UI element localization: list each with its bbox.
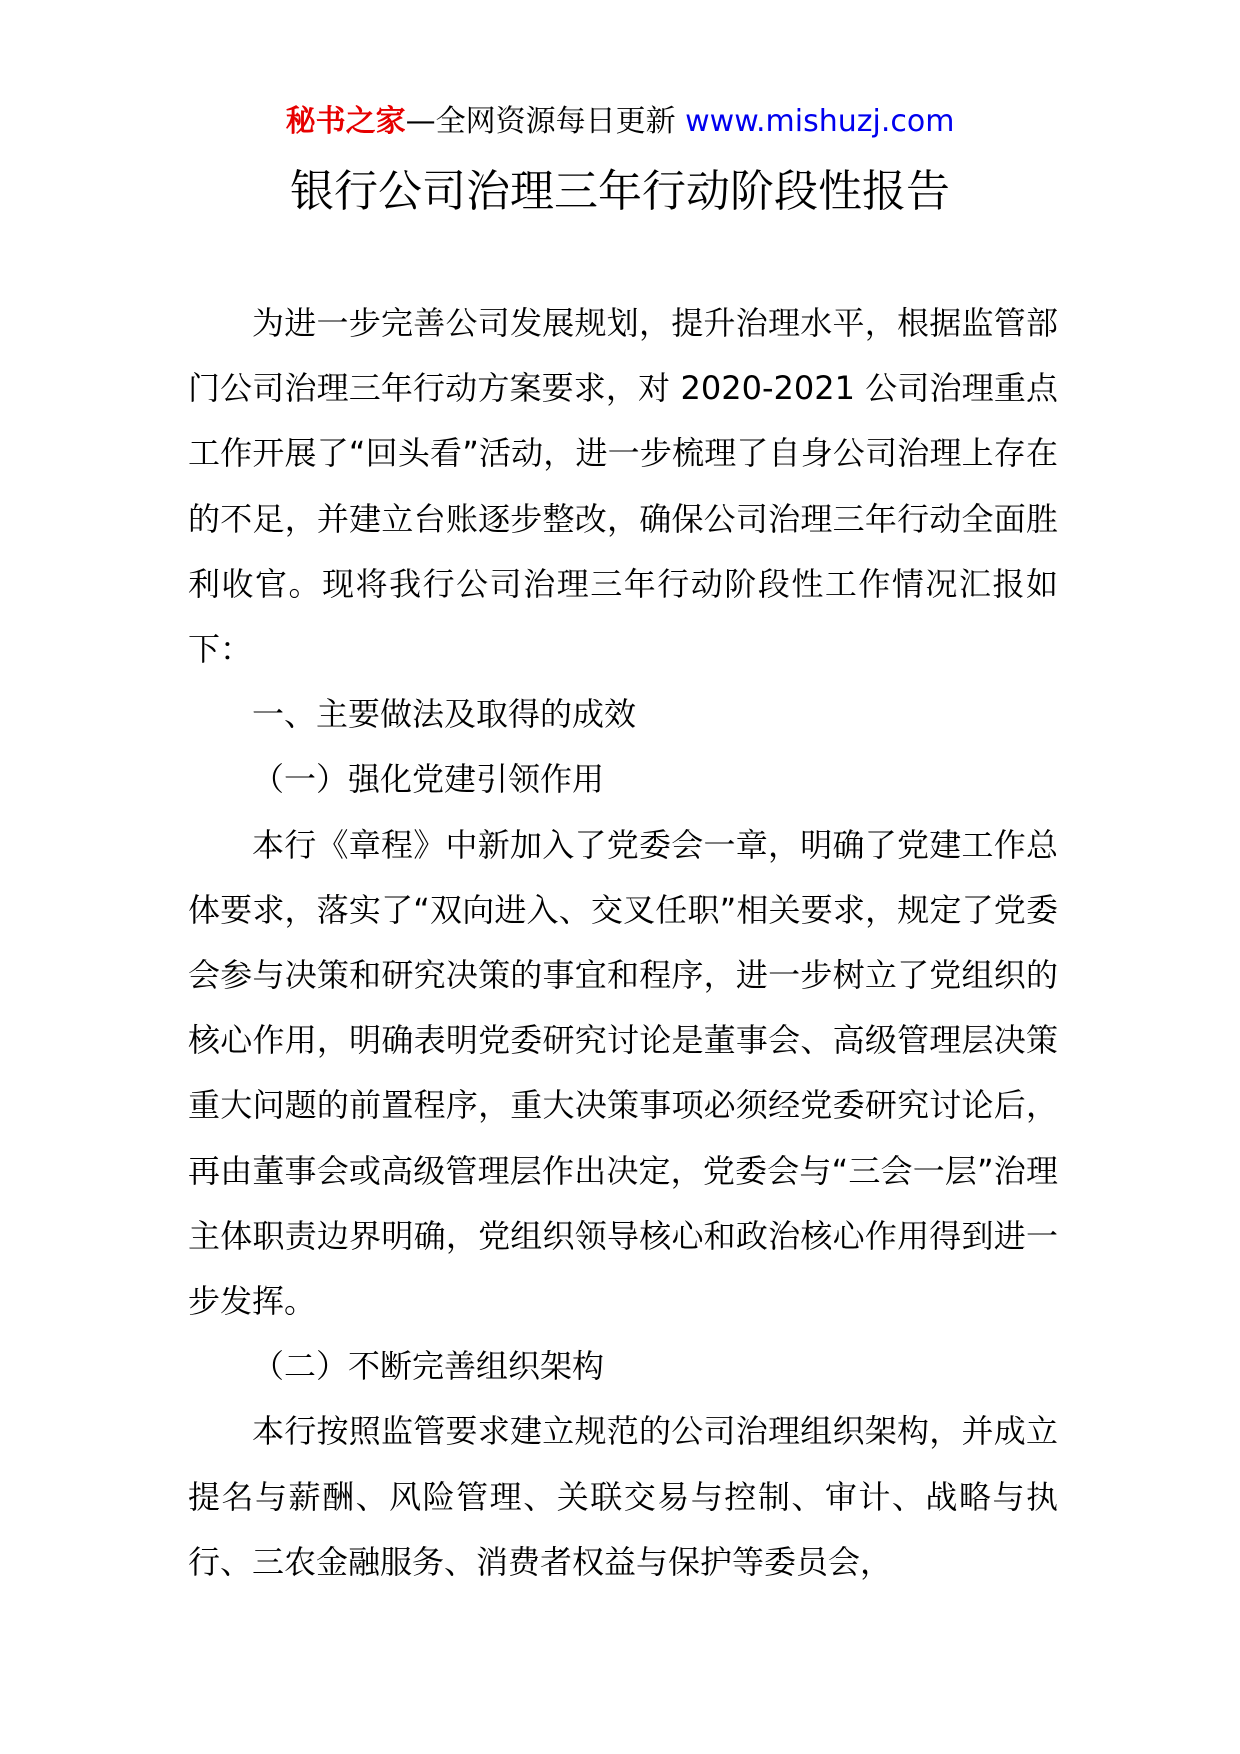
site-url-link[interactable]: www.mishuzj.com — [685, 104, 955, 139]
brand-name: 秘书之家 — [285, 104, 406, 139]
header-tagline: —全网资源每日更新 — [405, 104, 676, 139]
subsection-heading: （一）强化党建引领作用 — [252, 760, 605, 799]
subsection-heading: （二）不断完善组织架构 — [252, 1347, 605, 1386]
intro-paragraph: 为进一步完善公司发展规划，提升治理水平，根据监管部门公司治理三年行动方案要求，对 2020-2021 公司治理重点工作开展了“回头看”活动，进一步梳理了自身公司治理上存在的不足，并建立台账逐步整改，确保公司治理三年行动全面胜利收官。现将我行公司治理三年行动阶段性工作情况汇报如下： — [188, 304, 1058, 669]
site-header — [0, 100, 1240, 144]
document-title: 银行公司治理三年行动阶段性报告 — [290, 166, 950, 217]
section-heading: 一、主要做法及取得的成效 — [252, 695, 637, 734]
document-body — [188, 291, 1058, 1595]
body-paragraph: 本行《章程》中新加入了党委会一章，明确了党建工作总体要求，落实了“双向进入、交叉任职”相关要求，规定了党委会参与决策和研究决策的事宜和程序，进一步树立了党组织的核心作用，明确表明党委研究讨论是董事会、高级管理层决策重大问题的前置程序，重大决策事项必须经党委研究讨论后，再由董事会或高级管理层作出决定，党委会与“三会一层”治理主体职责边界明确，党组织领导核心和政治核心作用得到进一步发挥。 — [188, 825, 1058, 1321]
body-paragraph: 本行按照监管要求建立规范的公司治理组织架构，并成立提名与薪酬、风险管理、关联交易与控制、审计、战略与执行、三农金融服务、消费者权益与保护等委员会， — [188, 1412, 1058, 1581]
